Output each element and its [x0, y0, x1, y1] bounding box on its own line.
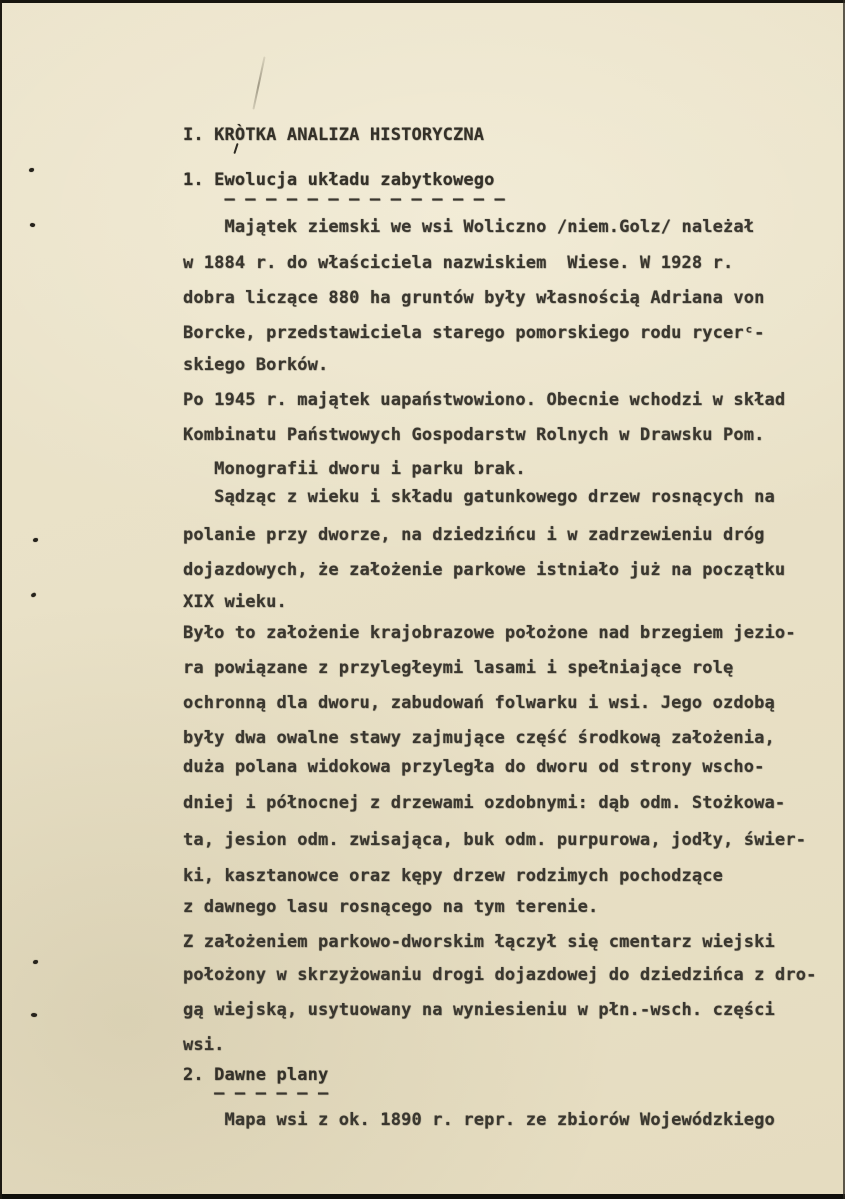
- pencil-slash-mark: [252, 56, 265, 109]
- body-line: Było to założenie krajobrazowe położone nad brzegiem jezio-: [183, 623, 796, 643]
- scan-edge-bottom: [0, 1194, 845, 1199]
- section-heading: I. KRÒTKA ANALIZA HISTORYCZNA: [183, 125, 485, 145]
- subsection-2-underline: – – – – – –: [183, 1083, 329, 1103]
- body-line: Monografii dworu i parku brak.: [183, 459, 526, 479]
- body-line: Sądząc z wieku i składu gatunkowego drzew rosnących na: [183, 487, 775, 507]
- body-line: z dawnego lasu rosnącego na tym terenie.: [183, 897, 599, 917]
- ink-speck: [31, 592, 37, 597]
- ink-speck: [29, 168, 34, 172]
- body-line: duża polana widokowa przyległa do dworu od strony wscho-: [183, 757, 765, 777]
- ink-speck: [29, 222, 35, 227]
- subsection-2-heading: 2. Dawne plany: [183, 1065, 329, 1085]
- body-line: Majątek ziemski we wsi Woliczno /niem.Golz/ należał: [183, 217, 755, 237]
- body-line: ki, kasztanowce oraz kępy drzew rodzimych pochodzące: [183, 866, 724, 886]
- body-line: były dwa owalne stawy zajmujące część środkową założenia,: [183, 728, 775, 748]
- scan-edge-left: [0, 0, 2, 1199]
- body-line: Z założeniem parkowo-dworskim łączył się cmentarz wiejski: [183, 932, 775, 952]
- subsection-1-underline: – – – – – – – – – – – – – –: [183, 189, 505, 209]
- ink-speck: [33, 960, 38, 964]
- body-line: Kombinatu Państwowych Gospodarstw Rolnych w Drawsku Pom.: [183, 425, 765, 445]
- ink-speck: [33, 538, 38, 542]
- body-line: gą wiejską, usytuowany na wyniesieniu w płn.-wsch. części: [183, 1000, 775, 1020]
- body-line: XIX wieku.: [183, 592, 287, 612]
- body-line: położony w skrzyżowaniu drogi dojazdowej do dziedzińca z dro-: [183, 965, 817, 985]
- scan-edge-top: [0, 0, 845, 3]
- body-line: dniej i północnej z drzewami ozdobnymi: dąb odm. Stożkowa-: [183, 793, 786, 813]
- body-line: ochronną dla dworu, zabudowań folwarku i wsi. Jego ozdobą: [183, 693, 775, 713]
- body-line: w 1884 r. do właściciela nazwiskiem Wiese. W 1928 r.: [183, 253, 734, 273]
- subsection-1-heading: 1. Ewolucja układu zabytkowego: [183, 170, 495, 190]
- body-line: ra powiązane z przyległeymi lasami i spełniające rolę: [183, 658, 734, 678]
- body-line: polanie przy dworze, na dziedzińcu i w zadrzewieniu dróg: [183, 525, 765, 545]
- body-line: Po 1945 r. majątek uapaństwowiono. Obecnie wchodzi w skład: [183, 390, 786, 410]
- body-line: dojazdowych, że założenie parkowe istniało już na początku: [183, 560, 786, 580]
- body-line: ta, jesion odm. zwisająca, buk odm. purpurowa, jodły, świer-: [183, 830, 807, 850]
- body-line: Mapa wsi z ok. 1890 r. repr. ze zbiorów Wojewódzkiego: [183, 1110, 775, 1130]
- body-line: wsi.: [183, 1035, 225, 1055]
- body-line: dobra liczące 880 ha gruntów były własnością Adriana von: [183, 288, 765, 308]
- ink-speck: [31, 1012, 38, 1017]
- body-line: skiego Borków.: [183, 355, 329, 375]
- body-line: Borcke, przedstawiciela starego pomorskiego rodu rycerᶜ-: [183, 323, 765, 343]
